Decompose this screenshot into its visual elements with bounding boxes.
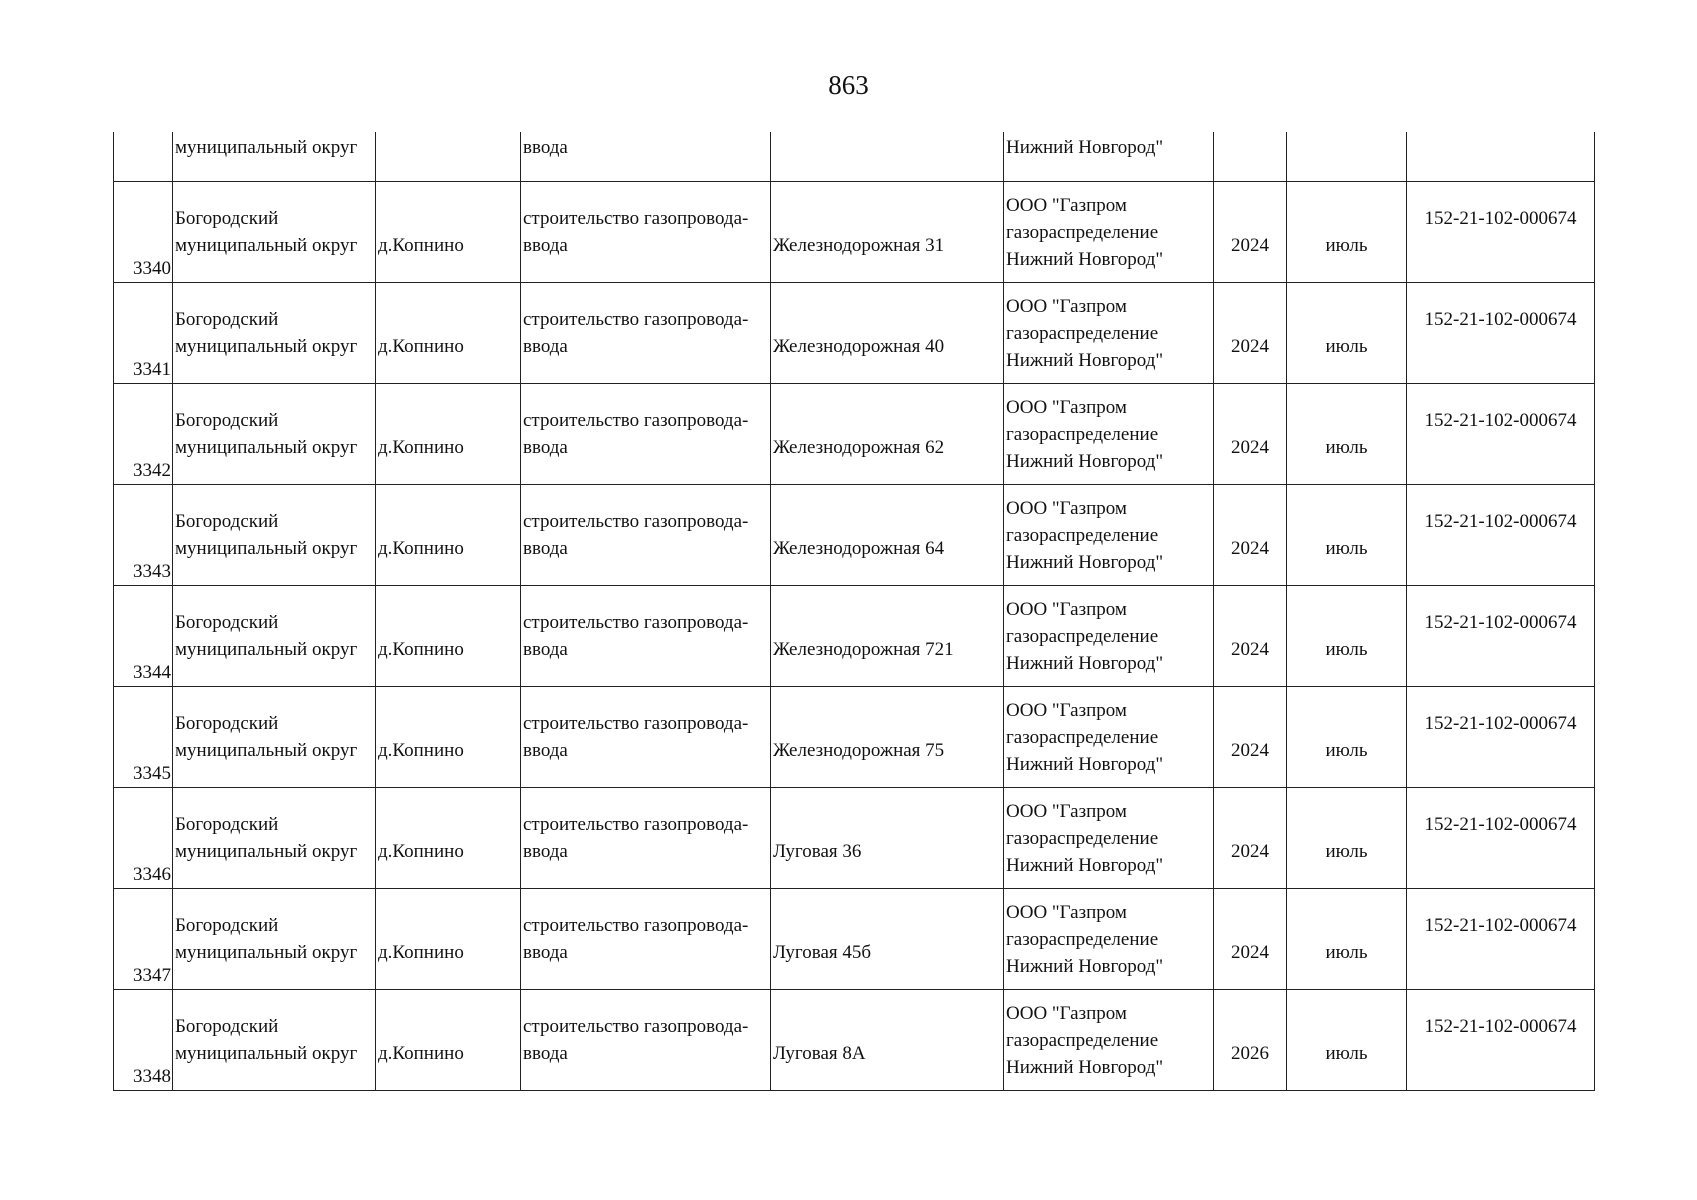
cell-operator (1004, 788, 1214, 889)
cell-address (771, 283, 1004, 384)
operator-line3: Нижний Новгород" (1006, 349, 1164, 371)
permit-code: 152-21-102-000674 (1424, 511, 1577, 532)
cell-district (173, 788, 376, 889)
cell-district: муниципальный округ (173, 132, 376, 182)
settlement: д.Копнино (378, 942, 464, 963)
cell-month (1287, 182, 1407, 283)
cell-settlement (376, 687, 521, 788)
permit-code: 152-21-102-000674 (1424, 309, 1577, 330)
page-number: 863 (828, 70, 869, 100)
row-number: 3344 (133, 662, 171, 683)
table-row (114, 384, 1595, 485)
cell-month (1287, 384, 1407, 485)
operator-line3: Нижний Новгород" (1006, 652, 1164, 674)
district-line2: муниципальный округ (175, 841, 358, 862)
month: июль (1325, 639, 1368, 660)
row-number: 3346 (133, 864, 171, 885)
operator-line3: Нижний Новгород" (1006, 551, 1164, 573)
row-number: 3347 (133, 965, 171, 986)
cell-address (771, 788, 1004, 889)
operator-line1: ООО "Газпром (1006, 497, 1127, 519)
cell-address (771, 182, 1004, 283)
cell-settlement (376, 586, 521, 687)
work-line1: строительство газопровода- (523, 612, 749, 633)
cell-district (173, 586, 376, 687)
cell-address (771, 889, 1004, 990)
year: 2024 (1231, 437, 1269, 458)
district-line1: Богородский (175, 915, 279, 936)
table-row (114, 889, 1595, 990)
operator-line2: газораспределение (1006, 1029, 1159, 1051)
permit-code: 152-21-102-000674 (1424, 915, 1577, 936)
cell-settlement (376, 889, 521, 990)
cell-year (1214, 182, 1287, 283)
cell-code (1407, 586, 1595, 687)
district-line2: муниципальный округ (175, 942, 358, 963)
operator-line3: Нижний Новгород" (1006, 1056, 1164, 1078)
year: 2024 (1231, 942, 1269, 963)
gasification-table (113, 132, 1595, 1091)
continued-row (114, 132, 1595, 182)
cell-operator (1004, 384, 1214, 485)
cell-code (1407, 283, 1595, 384)
year: 2024 (1231, 639, 1269, 660)
month: июль (1325, 538, 1368, 559)
month: июль (1325, 740, 1368, 761)
operator-line2: газораспределение (1006, 827, 1159, 849)
table-row (114, 990, 1595, 1091)
work-line1: строительство газопровода- (523, 309, 749, 330)
cell-num (114, 485, 173, 586)
work-line1: строительство газопровода- (523, 814, 749, 835)
cell-work (521, 485, 771, 586)
address: Луговая 8А (773, 1043, 866, 1064)
cell-operator (1004, 889, 1214, 990)
work-line1: строительство газопровода- (523, 915, 749, 936)
settlement: д.Копнино (378, 235, 464, 256)
cell-operator (1004, 283, 1214, 384)
table-row (114, 586, 1595, 687)
work-line1: строительство газопровода- (523, 511, 749, 532)
cell-num (114, 788, 173, 889)
cell-operator (1004, 687, 1214, 788)
work-line2: ввода (523, 740, 568, 761)
cell-address (771, 990, 1004, 1091)
year: 2026 (1231, 1043, 1269, 1064)
cell-district (173, 485, 376, 586)
operator-line2: газораспределение (1006, 625, 1159, 647)
cell-num (114, 132, 173, 182)
cell-num (114, 586, 173, 687)
cell-code (1407, 889, 1595, 990)
cell-district (173, 990, 376, 1091)
cell-address (771, 687, 1004, 788)
cell-settlement (376, 384, 521, 485)
operator-line3: Нижний Новгород" (1006, 854, 1164, 876)
cell-num (114, 182, 173, 283)
cell-operator: Нижний Новгород" (1004, 132, 1214, 182)
row-number: 3341 (133, 359, 171, 380)
month: июль (1325, 437, 1368, 458)
cell-work (521, 788, 771, 889)
month: июль (1325, 1043, 1368, 1064)
cell-month (1287, 889, 1407, 990)
operator-line1: ООО "Газпром (1006, 295, 1127, 317)
row-number: 3348 (133, 1066, 171, 1087)
address: Железнодорожная 40 (773, 336, 945, 357)
operator-line2: газораспределение (1006, 524, 1159, 546)
cell-settlement (376, 283, 521, 384)
settlement: д.Копнино (378, 740, 464, 761)
cell-address (771, 384, 1004, 485)
cell-month (1287, 990, 1407, 1091)
year: 2024 (1231, 538, 1269, 559)
cell-month (1287, 586, 1407, 687)
month: июль (1325, 942, 1368, 963)
district-line2: муниципальный округ (175, 1043, 358, 1064)
operator-line1: ООО "Газпром (1006, 800, 1127, 822)
cell-year (1214, 132, 1287, 182)
table-row (114, 182, 1595, 283)
operator-line1: ООО "Газпром (1006, 598, 1127, 620)
district-line1: Богородский (175, 612, 279, 633)
cell-address (771, 485, 1004, 586)
cell-num (114, 990, 173, 1091)
cell-work: ввода (521, 132, 771, 182)
cell-month (1287, 485, 1407, 586)
cell-operator (1004, 182, 1214, 283)
cell-work (521, 182, 771, 283)
operator-line1: ООО "Газпром (1006, 1002, 1127, 1024)
cell-year (1214, 485, 1287, 586)
cell-year (1214, 788, 1287, 889)
permit-code: 152-21-102-000674 (1424, 208, 1577, 229)
cell-district (173, 889, 376, 990)
operator-line3: Нижний Новгород" (1006, 248, 1164, 270)
cell-code (1407, 687, 1595, 788)
operator-line1: ООО "Газпром (1006, 396, 1127, 418)
permit-code: 152-21-102-000674 (1424, 410, 1577, 431)
operator-line2: газораспределение (1006, 928, 1159, 950)
cell-num (114, 283, 173, 384)
work-line2: ввода (523, 336, 568, 357)
cell-month (1287, 687, 1407, 788)
row-number: 3340 (133, 258, 171, 279)
cell-num (114, 687, 173, 788)
table-row (114, 283, 1595, 384)
settlement: д.Копнино (378, 841, 464, 862)
district-line1: Богородский (175, 511, 279, 532)
cell-work (521, 586, 771, 687)
cell-settlement (376, 788, 521, 889)
cell-operator (1004, 586, 1214, 687)
operator-line2: газораспределение (1006, 322, 1159, 344)
table-row (114, 485, 1595, 586)
cell-district (173, 687, 376, 788)
district-line2: муниципальный округ (175, 437, 358, 458)
cell-operator (1004, 990, 1214, 1091)
table-row (114, 687, 1595, 788)
work-line2: ввода (523, 639, 568, 660)
address: Железнодорожная 75 (773, 740, 945, 761)
month: июль (1325, 235, 1368, 256)
work-line1: строительство газопровода- (523, 208, 749, 229)
work-line2: ввода (523, 942, 568, 963)
cell-year (1214, 990, 1287, 1091)
district-line1: Богородский (175, 309, 279, 330)
operator-line3: Нижний Новгород" (1006, 753, 1164, 775)
cell-month (1287, 132, 1407, 182)
year: 2024 (1231, 235, 1269, 256)
cell-month (1287, 283, 1407, 384)
address: Железнодорожная 62 (773, 437, 945, 458)
cell-work (521, 687, 771, 788)
month: июль (1325, 336, 1368, 357)
permit-code: 152-21-102-000674 (1424, 814, 1577, 835)
cell-district (173, 182, 376, 283)
cell-code (1407, 182, 1595, 283)
cell-work (521, 283, 771, 384)
cell-work (521, 990, 771, 1091)
work-line1: строительство газопровода- (523, 410, 749, 431)
work-line2: ввода (523, 538, 568, 559)
district-line2: муниципальный округ (175, 740, 358, 761)
permit-code: 152-21-102-000674 (1424, 1016, 1577, 1037)
cell-code (1407, 384, 1595, 485)
district-line2: муниципальный округ (175, 336, 358, 357)
cell-year (1214, 687, 1287, 788)
district-line1: Богородский (175, 713, 279, 734)
district-line2: муниципальный округ (175, 538, 358, 559)
year: 2024 (1231, 336, 1269, 357)
cell-year (1214, 384, 1287, 485)
table-row (114, 788, 1595, 889)
operator-line1: ООО "Газпром (1006, 699, 1127, 721)
work-line2: ввода (523, 1043, 568, 1064)
cell-year (1214, 889, 1287, 990)
operator-line2: газораспределение (1006, 221, 1159, 243)
address: Луговая 36 (773, 841, 862, 862)
year: 2024 (1231, 740, 1269, 761)
cell-address (771, 132, 1004, 182)
district-line1: Богородский (175, 410, 279, 431)
work-line2: ввода (523, 235, 568, 256)
settlement: д.Копнино (378, 639, 464, 660)
month: июль (1325, 841, 1368, 862)
settlement: д.Копнино (378, 336, 464, 357)
settlement: д.Копнино (378, 538, 464, 559)
cell-operator (1004, 485, 1214, 586)
cell-code (1407, 990, 1595, 1091)
cell-num (114, 889, 173, 990)
settlement: д.Копнино (378, 437, 464, 458)
settlement: д.Копнино (378, 1043, 464, 1064)
cell-address (771, 586, 1004, 687)
row-number: 3345 (133, 763, 171, 784)
district-line1: Богородский (175, 1016, 279, 1037)
cell-code (1407, 788, 1595, 889)
district-line2: муниципальный округ (175, 235, 358, 256)
address: Железнодорожная 31 (773, 235, 945, 256)
table-body (114, 132, 1595, 1091)
operator-line1: ООО "Газпром (1006, 194, 1127, 216)
address: Железнодорожная 64 (773, 538, 945, 559)
cell-settlement (376, 990, 521, 1091)
cell-settlement (376, 132, 521, 182)
work-line1: строительство газопровода- (523, 713, 749, 734)
operator-line1: ООО "Газпром (1006, 901, 1127, 923)
cell-settlement (376, 182, 521, 283)
year: 2024 (1231, 841, 1269, 862)
cell-district (173, 384, 376, 485)
cell-year (1214, 586, 1287, 687)
district-line2: муниципальный округ (175, 639, 358, 660)
row-number: 3343 (133, 561, 171, 582)
operator-line2: газораспределение (1006, 423, 1159, 445)
address: Луговая 45б (773, 942, 872, 963)
cell-district (173, 283, 376, 384)
operator-line2: газораспределение (1006, 726, 1159, 748)
permit-code: 152-21-102-000674 (1424, 713, 1577, 734)
district-line1: Богородский (175, 814, 279, 835)
cell-code (1407, 485, 1595, 586)
cell-num (114, 384, 173, 485)
work-line2: ввода (523, 437, 568, 458)
operator-line3: Нижний Новгород" (1006, 450, 1164, 472)
work-line2: ввода (523, 841, 568, 862)
cell-settlement (376, 485, 521, 586)
cell-month (1287, 788, 1407, 889)
cell-work (521, 889, 771, 990)
work-line1: строительство газопровода- (523, 1016, 749, 1037)
row-number: 3342 (133, 460, 171, 481)
address: Железнодорожная 721 (773, 639, 954, 660)
operator-line3: Нижний Новгород" (1006, 955, 1164, 977)
district-line1: Богородский (175, 208, 279, 229)
cell-year (1214, 283, 1287, 384)
permit-code: 152-21-102-000674 (1424, 612, 1577, 633)
cell-work (521, 384, 771, 485)
cell-code (1407, 132, 1595, 182)
